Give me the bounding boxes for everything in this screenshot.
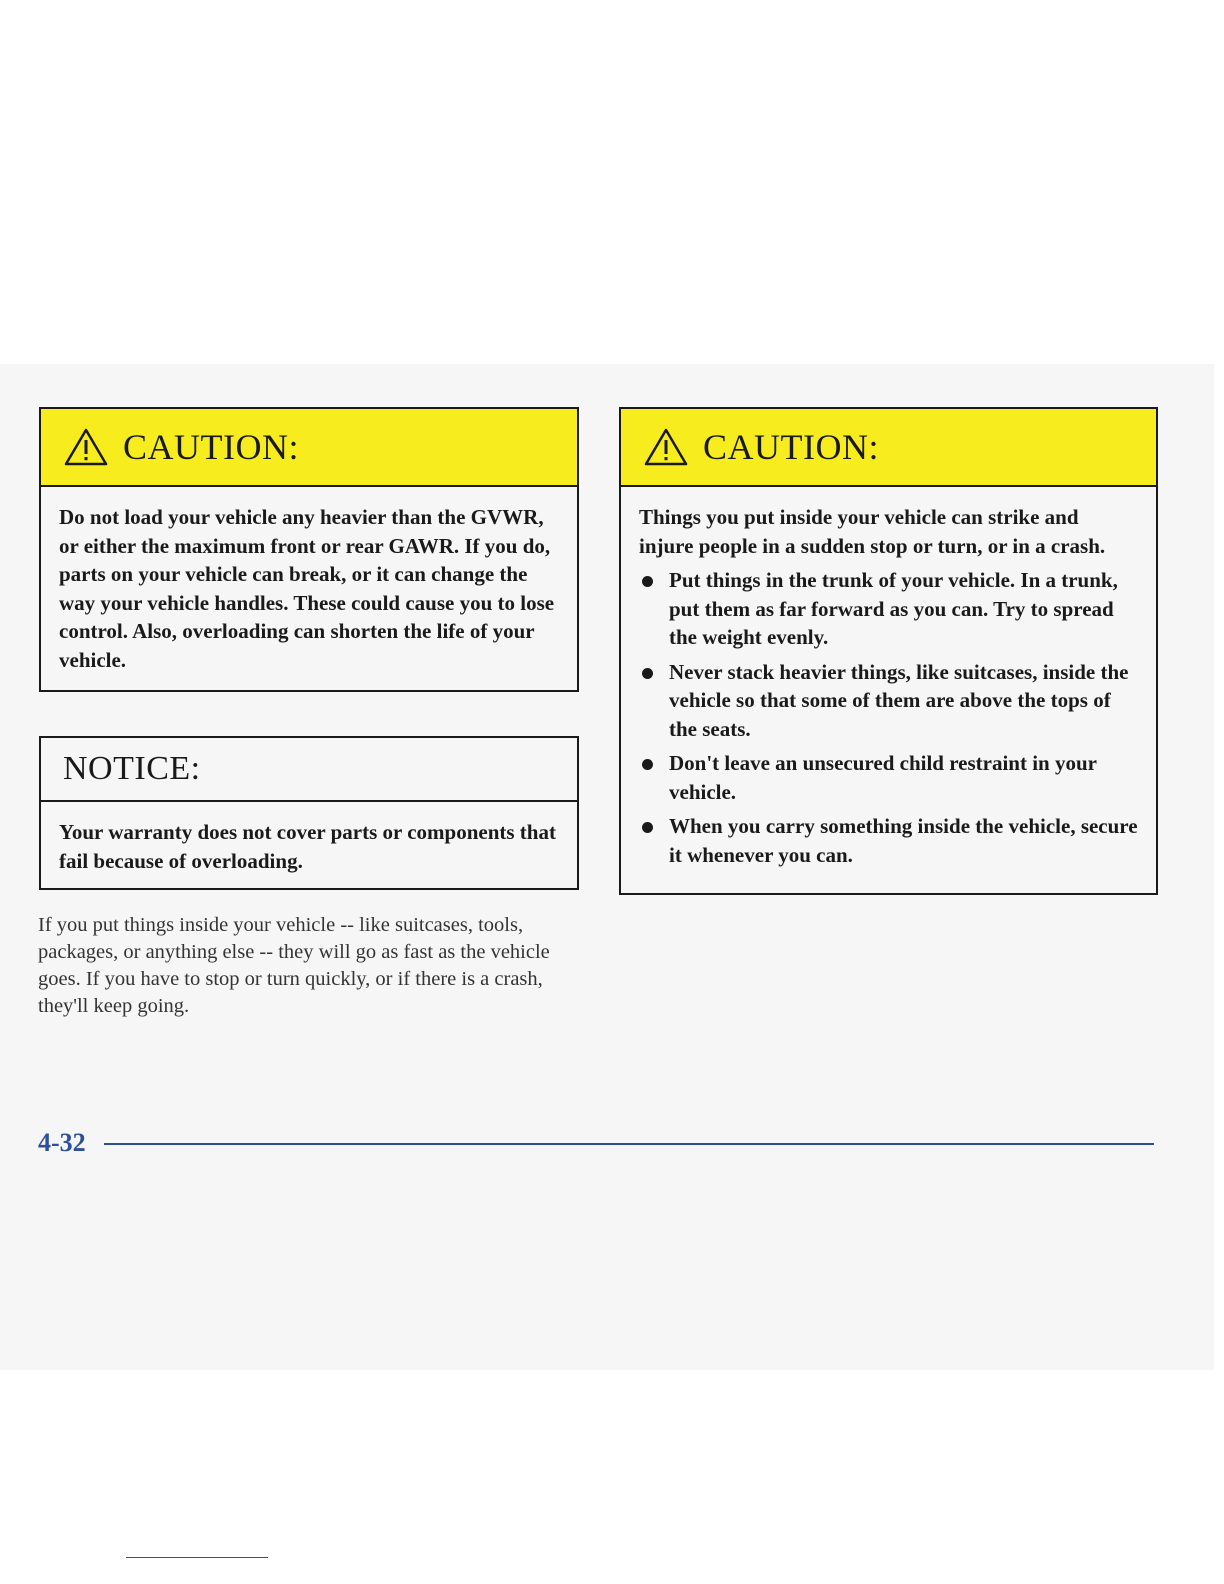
- left-caution-header: [41, 409, 577, 487]
- left-caution-text: Do not load your vehicle any heavier than the GVWR, or either the maximum front or rear GAWR. If you do, parts on your vehicle can break, or it can change the way your vehicle handles. These could cause you to lose control. Also, overloading can shorten the life of your vehicle.: [59, 505, 555, 672]
- right-caution-title: CAUTION:: [703, 427, 879, 467]
- body-paragraph: If you put things inside your vehicle -- like suitcases, tools, packages, or anything else -- they will go as fast as the vehicle goes. If you have to stop or turn quickly, or if there is a crash, they'll keep going.: [38, 914, 550, 1017]
- bottom-underline: [126, 1557, 268, 1558]
- right-caution-box: [619, 407, 1158, 895]
- bullet-item: Never stack heavier things, like suitcases, inside the vehicle so that some of them are above the tops of the seats.: [639, 658, 1138, 744]
- notice-title: NOTICE:: [63, 750, 201, 787]
- right-caution-intro: Things you put inside your vehicle can strike and injure people in a sudden stop or turn, or in a crash.: [639, 505, 1106, 558]
- bullet-item: Don't leave an unsecured child restraint in your vehicle.: [639, 749, 1138, 806]
- notice-body: [41, 802, 577, 891]
- bullet-item: Put things in the trunk of your vehicle. In a trunk, put them as far forward as you can. Try to spread the weight evenly.: [639, 566, 1138, 652]
- notice-header: [41, 738, 577, 802]
- footer-rule: [104, 1143, 1154, 1145]
- page-number: 4-32: [38, 1128, 86, 1157]
- right-caution-body: [621, 487, 1156, 891]
- left-caution-body: [41, 487, 577, 690]
- notice-box: [39, 736, 579, 890]
- right-caution-bullet-list: [639, 566, 1138, 869]
- notice-text: Your warranty does not cover parts or components that fail because of overloading.: [59, 820, 556, 873]
- warning-triangle-icon: [63, 427, 109, 467]
- right-caution-header: [621, 409, 1156, 487]
- bullet-item: When you carry something inside the vehicle, secure it whenever you can.: [639, 812, 1138, 869]
- warning-triangle-icon: [643, 427, 689, 467]
- left-caution-box: [39, 407, 579, 692]
- left-caution-title: CAUTION:: [123, 427, 299, 467]
